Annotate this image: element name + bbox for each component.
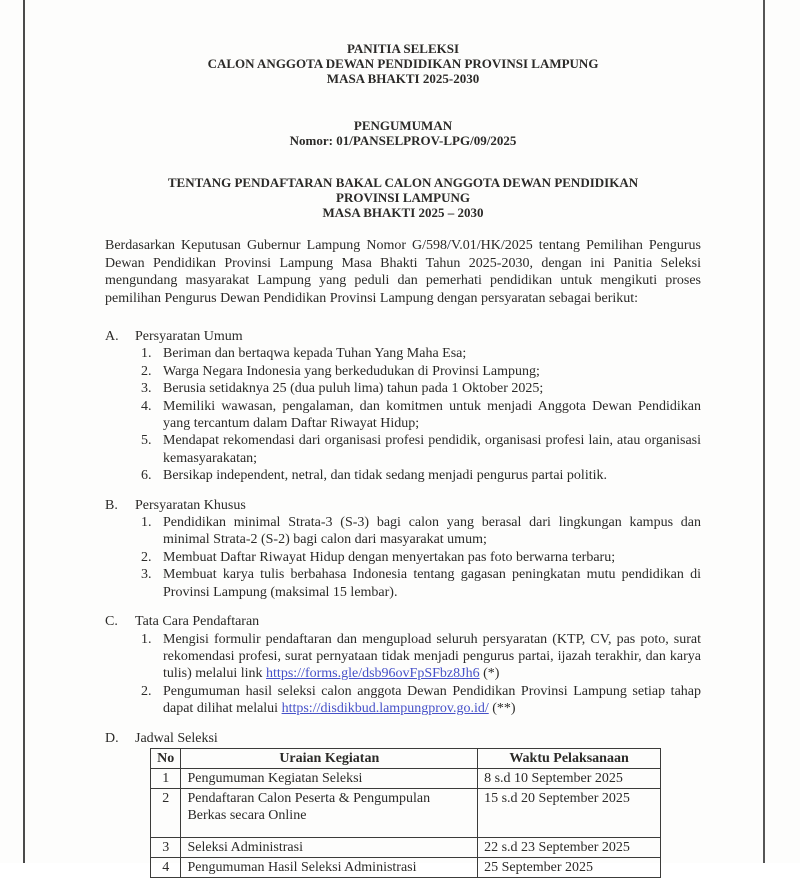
subject-heading [105, 176, 701, 220]
table-row [151, 837, 661, 857]
list-item [141, 363, 701, 380]
item-number: 3. [141, 567, 152, 583]
item-number: 3. [141, 381, 152, 397]
section-c-title: Tata Cara Pendaftaran [135, 614, 260, 630]
col-header-waktu-pelaksanaan: Waktu Pelaksanaan [478, 748, 661, 768]
cell-waktu: 25 September 2025 [478, 857, 661, 877]
schedule-table [150, 748, 661, 878]
item-number: 2. [141, 363, 152, 379]
section-a-letter: A. [105, 329, 119, 344]
item-text-before-link: Pengumuman hasil seleksi calon anggota Dewan Pendidikan Provinsi Lampung setiap tahap dapat dilihat melalui [163, 683, 701, 717]
page-border-left [23, 0, 25, 863]
item-number: 1. [141, 346, 152, 362]
list-item [141, 631, 701, 683]
cell-waktu: 8 s.d 10 September 2025 [478, 768, 661, 788]
section-b-title: Persyaratan Khusus [135, 497, 246, 513]
item-text-before-link: Mengisi formulir pendaftaran dan mengupload seluruh persyaratan (KTP, CV, pas poto, surat rekomendasi profesi, surat pernyataan tidak menjadi pengurus partai, ijazah terakhir, dan karya tulis) melalui link [163, 631, 701, 682]
cell-no: 3 [151, 837, 181, 857]
item-text: Mendapat rekomendasi dari organisasi profesi pendidik, organisasi profesi lain, atau organisasi kemasyarakatan; [163, 433, 701, 466]
item-text: Memiliki wawasan, pengalaman, dan komitmen untuk menjadi Anggota Dewan Pendidikan yang tercantum dalam Daftar Riwayat Hidup; [163, 398, 701, 432]
list-item [141, 398, 701, 433]
cell-kegiatan: Seleksi Administrasi [181, 837, 478, 857]
section-d-letter: D. [105, 730, 119, 746]
cell-no: 4 [151, 857, 181, 877]
cell-no: 1 [151, 768, 181, 788]
cell-kegiatan: Pengumuman Kegiatan Seleksi [181, 768, 478, 788]
item-number: 2. [141, 683, 152, 699]
cell-waktu: 22 s.d 23 September 2025 [478, 837, 661, 857]
table-row [151, 857, 661, 877]
cell-kegiatan: Pendaftaran Calon Peserta & Pengumpulan Berkas secara Online [181, 788, 478, 837]
table-header-row [151, 748, 661, 768]
list-item [141, 467, 701, 484]
announcement-heading [105, 119, 701, 149]
list-item [141, 514, 701, 549]
item-text: Pendidikan minimal Strata-3 (S-3) bagi calon yang berasal dari lingkungan kampus dan minimal Strata-2 (S-2) bagi calon dari masyarakat umum; [163, 515, 701, 548]
item-number: 1. [141, 515, 152, 531]
list-item [141, 380, 701, 397]
item-text-after-link: (**) [488, 701, 516, 717]
item-text: Berusia setidaknya 25 (dua puluh lima) tahun pada 1 Oktober 2025; [163, 381, 544, 397]
item-number: 6. [141, 468, 152, 484]
table-row [151, 768, 661, 788]
item-number: 2. [141, 549, 152, 565]
item-text: Membuat Daftar Riwayat Hidup dengan menyertakan pas foto berwarna terbaru; [163, 549, 616, 565]
table-row [151, 788, 661, 837]
item-number: 1. [141, 631, 152, 647]
cell-no: 2 [151, 788, 181, 837]
section-b-heading [105, 497, 701, 514]
intro-paragraph: Berdasarkan Keputusan Gubernur Lampung Nomor G/598/V.01/HK/2025 tentang Pemilihan Pengurus Dewan Pendidikan Provinsi Lampung Masa Bhakti Tahun 2025-2030, dengan ini Panitia Seleksi mengundang masyarakat Lampung yang peduli dan pemerhati pendidikan untuk mengikuti proses pemilihan Pengurus Dewan Pendidikan Provinsi Lampung dengan persyaratan sebagai berikut: [105, 238, 701, 306]
list-item [141, 683, 701, 718]
registration-form-link[interactable]: https://forms.gle/dsb96ovFpSFbz8Jh6 [266, 666, 480, 682]
item-text: Beriman dan bertaqwa kepada Tuhan Yang Maha Esa; [163, 346, 467, 362]
col-header-uraian-kegiatan: Uraian Kegiatan [181, 748, 478, 768]
section-d-heading [105, 730, 701, 747]
committee-header [105, 42, 701, 86]
committee-header-line-1: PANITIA SELEKSI [346, 41, 460, 56]
col-header-no: No [151, 748, 181, 768]
cell-waktu: 15 s.d 20 September 2025 [478, 788, 661, 837]
section-c-letter: C. [105, 614, 118, 630]
section-jadwal-seleksi [105, 730, 701, 878]
item-text-after-link: (*) [479, 666, 500, 682]
item-text [163, 631, 701, 683]
item-text: Bersikap independent, netral, dan tidak sedang menjadi pengurus partai politik. [163, 468, 607, 484]
list-item [141, 345, 701, 362]
section-b-letter: B. [105, 497, 118, 513]
subject-line-2: PROVINSI LAMPUNG [336, 189, 470, 205]
subject-line-3: MASA BHAKTI 2025 – 2030 [322, 204, 484, 220]
section-a-title: Persyaratan Umum [135, 329, 243, 344]
section-persyaratan-khusus [105, 497, 701, 601]
list-item [141, 432, 701, 467]
announcement-title: PENGUMUMAN [353, 118, 453, 134]
document-content [105, 42, 701, 890]
committee-header-line-3: MASA BHAKTI 2025-2030 [326, 70, 480, 86]
item-text: Warga Negara Indonesia yang berkedudukan di Provinsi Lampung; [163, 363, 540, 379]
results-website-link[interactable]: https://disdikbud.lampungprov.go.id/ [281, 701, 489, 717]
item-text: Membuat karya tulis berbahasa Indonesia tentang gagasan peningkatan mutu pendidikan di Provinsi Lampung (maksimal 15 lembar). [163, 567, 701, 600]
page-border-right [763, 0, 765, 863]
cell-kegiatan: Pengumuman Hasil Seleksi Administrasi [181, 857, 478, 877]
section-d-title: Jadwal Seleksi [135, 730, 218, 746]
item-number: 5. [141, 433, 152, 449]
list-item [141, 549, 701, 566]
item-text [163, 683, 701, 718]
section-a-heading [105, 328, 701, 345]
item-number: 4. [141, 398, 152, 414]
announcement-number: Nomor: 01/PANSELPROV-LPG/09/2025 [289, 133, 517, 149]
section-persyaratan-umum [105, 328, 701, 485]
section-c-heading [105, 613, 701, 630]
subject-line-1: TENTANG PENDAFTARAN BAKAL CALON ANGGOTA DEWAN PENDIDIKAN [167, 174, 639, 190]
list-item [141, 566, 701, 601]
section-tata-cara-pendaftaran [105, 613, 701, 717]
committee-header-line-2: CALON ANGGOTA DEWAN PENDIDIKAN PROVINSI LAMPUNG [207, 55, 599, 71]
